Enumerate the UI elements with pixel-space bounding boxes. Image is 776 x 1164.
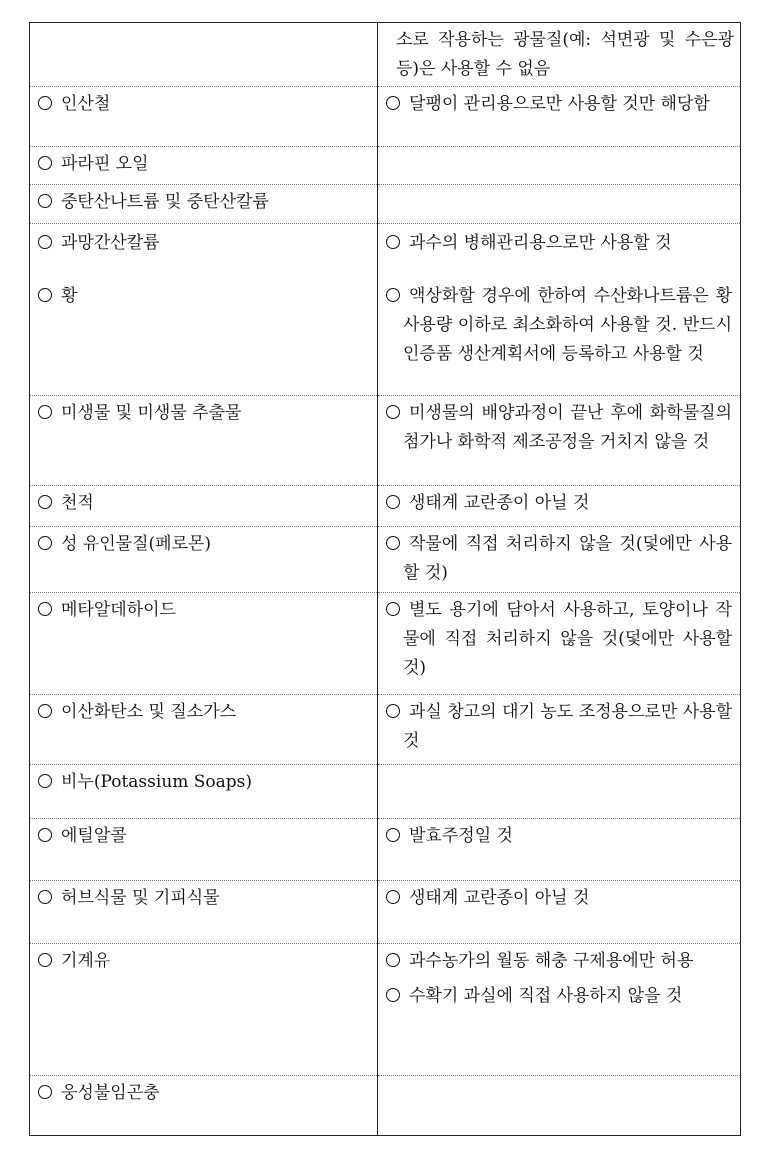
substance-cell: [30, 87, 378, 147]
table-row: [30, 527, 741, 593]
condition-text: 액상화할 경우에 한하여 수산화나트륨은 황 사용량 이하로 최소화하여 사용할 것. 반드시 인증품 생산계획서에 등록하고 사용할 것: [403, 286, 732, 364]
bullet-circle-icon: [386, 405, 400, 419]
condition-text: 과수농가의 월동 해충 구제용에만 허용: [409, 951, 694, 971]
table-row: [30, 1076, 741, 1136]
condition-cell: [378, 881, 741, 944]
bullet-circle-icon: [386, 536, 400, 550]
bullet-circle-icon: [386, 953, 400, 967]
substance-cell: [30, 819, 378, 881]
condition-text: 작물에 직접 처리하지 않을 것(덫에만 사용할 것): [403, 534, 732, 583]
condition-cell: [378, 147, 741, 185]
bullet-circle-icon: [38, 405, 52, 419]
substance-cell: [30, 23, 378, 87]
table-row: [30, 23, 741, 87]
table-row: [30, 185, 741, 224]
substance-name: 메타알데하이드: [61, 600, 176, 620]
bullet-circle-icon: [38, 953, 52, 967]
condition-cell: [378, 819, 741, 881]
bullet-circle-icon: [386, 96, 400, 110]
bullet-circle-icon: [38, 495, 52, 509]
bullet-circle-icon: [386, 890, 400, 904]
substance-cell: [30, 185, 378, 224]
substance-cell: [30, 396, 378, 486]
substance-name: 미생물 및 미생물 추출물: [61, 403, 242, 423]
substance-name: 과망간산칼륨: [61, 233, 160, 253]
bullet-circle-icon: [38, 156, 52, 170]
substance-name: 웅성불임곤충: [61, 1083, 160, 1103]
condition-text: 과실 창고의 대기 농도 조정용으로만 사용할 것: [403, 702, 732, 751]
condition-text: 발효주정일 것: [409, 826, 513, 846]
bullet-circle-icon: [38, 288, 52, 302]
condition-cell: [378, 396, 741, 486]
condition-cell: [378, 224, 741, 396]
condition-text: 생태계 교란종이 아닐 것: [409, 888, 590, 908]
table-row: [30, 593, 741, 695]
condition-text: 소로 작용하는 광물질(예: 석면광 및 수은광 등)은 사용할 수 없음: [396, 30, 734, 79]
bullet-circle-icon: [38, 536, 52, 550]
condition-cell: [378, 23, 741, 87]
bullet-circle-icon: [38, 235, 52, 249]
condition-cell: [378, 944, 741, 1076]
condition-text: 수확기 과실에 직접 사용하지 않을 것: [409, 986, 683, 1006]
table-row: [30, 944, 741, 1076]
substance-name: 비누(Potassium Soaps): [61, 772, 253, 792]
bullet-circle-icon: [38, 1085, 52, 1099]
substance-cell: [30, 147, 378, 185]
substance-cell: [30, 944, 378, 1076]
condition-cell: [378, 1076, 741, 1136]
bullet-circle-icon: [386, 704, 400, 718]
table-row: [30, 224, 741, 396]
condition-text: 과수의 병해관리용으로만 사용할 것: [409, 233, 672, 253]
substance-cell: [30, 765, 378, 819]
bullet-circle-icon: [38, 704, 52, 718]
substance-cell: [30, 486, 378, 527]
table-row: [30, 87, 741, 147]
bullet-circle-icon: [386, 235, 400, 249]
substance-name: 황: [61, 286, 78, 306]
bullet-circle-icon: [38, 96, 52, 110]
substance-cell: [30, 527, 378, 593]
condition-text: 별도 용기에 담아서 사용하고, 토양이나 작물에 직접 처리하지 않을 것(덫에만 사용할 것): [403, 600, 732, 678]
condition-cell: [378, 695, 741, 765]
condition-text: 생태계 교란종이 아닐 것: [409, 493, 590, 513]
substance-table: [29, 22, 741, 1136]
substance-name: 성 유인물질(페로몬): [61, 534, 212, 554]
bullet-circle-icon: [386, 495, 400, 509]
condition-cell: [378, 185, 741, 224]
substance-name: 이산화탄소 및 질소가스: [61, 702, 237, 722]
table-row: [30, 765, 741, 819]
bullet-circle-icon: [38, 774, 52, 788]
substance-cell: [30, 1076, 378, 1136]
bullet-circle-icon: [38, 602, 52, 616]
condition-cell: [378, 765, 741, 819]
substance-name: 파라핀 오일: [61, 154, 149, 174]
bullet-circle-icon: [386, 988, 400, 1002]
condition-cell: [378, 486, 741, 527]
substance-name: 천적: [61, 493, 94, 513]
bullet-circle-icon: [386, 602, 400, 616]
substance-cell: [30, 593, 378, 695]
condition-cell: [378, 527, 741, 593]
table-row: [30, 396, 741, 486]
substance-name: 기계유: [61, 951, 111, 971]
condition-cell: [378, 87, 741, 147]
substance-cell: [30, 224, 378, 396]
condition-text: 달팽이 관리용으로만 사용할 것만 해당함: [409, 94, 710, 114]
substance-name: 에틸알콜: [61, 826, 127, 846]
table-row: [30, 881, 741, 944]
substance-cell: [30, 695, 378, 765]
substance-name: 허브식물 및 기피식물: [61, 888, 220, 908]
condition-cell: [378, 593, 741, 695]
bullet-circle-icon: [38, 890, 52, 904]
substance-name: 인산철: [61, 94, 111, 114]
bullet-circle-icon: [386, 288, 400, 302]
table-row: [30, 486, 741, 527]
substance-name: 중탄산나트륨 및 중탄산칼륨: [61, 192, 269, 212]
table-row: [30, 819, 741, 881]
table-row: [30, 695, 741, 765]
substance-cell: [30, 881, 378, 944]
bullet-circle-icon: [38, 828, 52, 842]
condition-text: 미생물의 배양과정이 끝난 후에 화학물질의 첨가나 화학적 제조공정을 거치지 않을 것: [403, 403, 732, 452]
table-row: [30, 147, 741, 185]
bullet-circle-icon: [386, 828, 400, 842]
bullet-circle-icon: [38, 194, 52, 208]
